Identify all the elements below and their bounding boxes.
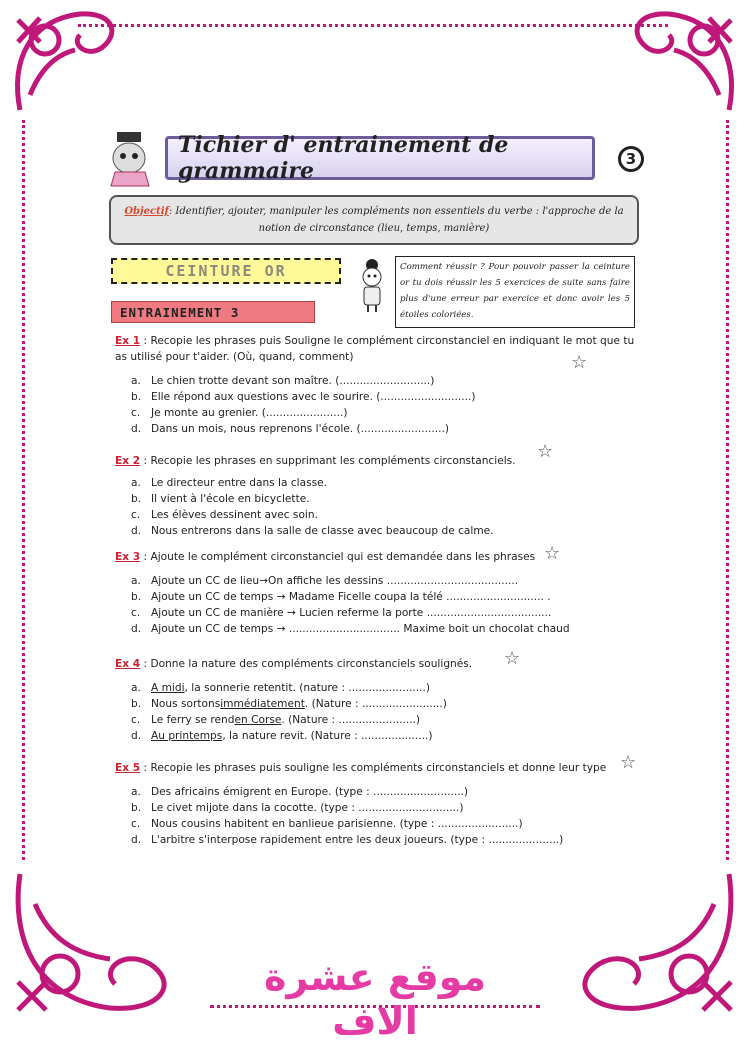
instructions-note: Comment réussir ? Pour pouvoir passer la ceinture or tu dois réussir les 5 exercices de suite sans faire plus d'une erreur par exercice et donc avoir les 5 étoiles coloriées. (395, 256, 635, 328)
frame-dotted-top (78, 24, 668, 27)
list-item: b. Le civet mijote dans la cocotte. (type : ..............................) (131, 802, 464, 814)
list-item: a. Ajoute un CC de lieu→On affiche les dessins ....................................... (131, 575, 519, 587)
exercise-instruction: Ex 1 : Recopie les phrases puis Souligne le complément circonstanciel en indiquant le mot que tu as utilisé pour t'aider. (Où, quand, comment) (115, 335, 635, 363)
page-title: Tichier d' entrainement de grammaire (165, 136, 595, 180)
list-item: c. Le ferry se rend en Corse . (Nature : .......................) (131, 714, 421, 726)
girl-mascot-icon (357, 257, 387, 313)
exercise-label: Ex 4 (115, 658, 141, 670)
list-item: d. L'arbitre s'interpose rapidement entre les deux joueurs. (type : .....................) (131, 834, 564, 846)
exercise-label: Ex 5 (115, 762, 141, 774)
exercise-instruction: Ex 5 : Recopie les phrases puis souligne les compléments circonstanciels et donne leur type (115, 762, 607, 774)
star-icon: ☆ (620, 752, 637, 773)
ornament-corner-top-right-icon (619, 0, 749, 130)
exercise-1 (115, 333, 635, 437)
sheet-number-badge: 3 (618, 146, 644, 172)
star-icon: ☆ (504, 648, 521, 669)
objective-text: : Identifier, ajouter, manipuler les compléments non essentiels du verbe : l'approche de la notion de circonstance (lieu, temps, manière) (168, 206, 624, 234)
star-icon: ☆ (537, 441, 554, 462)
list-item: a. Le directeur entre dans la classe. (131, 477, 328, 489)
exercise-4 (115, 656, 635, 744)
list-item: b. Nous sortons immédiatement . (Nature : ........................) (131, 698, 447, 710)
list-item: d. Ajoute un CC de temps → ................................. Maxime boit un chocolat chaud (131, 623, 570, 635)
objective-label: Objectif (124, 206, 169, 217)
belt-level-box: CEINTURE OR (111, 258, 341, 284)
worksheet (105, 130, 640, 850)
list-item: d. Au printemps , la nature revit. (Nature : ....................) (131, 730, 433, 742)
penguin-mascot-icon (105, 130, 155, 190)
list-item: a. A midi , la sonnerie retentit. (nature : .......................) (131, 682, 430, 694)
ornament-corner-bottom-left-icon (0, 860, 200, 1024)
exercise-instruction: Ex 2 : Recopie les phrases en supprimant les compléments circonstanciels. (115, 455, 516, 467)
list-item: c. Nous cousins habitent en banlieue parisienne. (type : ........................) (131, 818, 523, 830)
objective-box (109, 195, 639, 245)
list-item: d. Nous entrerons dans la salle de classe avec beaucoup de calme. (131, 525, 494, 537)
list-item: a. Des africains émigrent en Europe. (type : ...........................) (131, 786, 469, 798)
ornament-corner-top-left-icon (0, 0, 130, 130)
list-item: c. Ajoute un CC de manière → Lucien referme la porte ..................................... (131, 607, 552, 619)
star-icon: ☆ (544, 543, 561, 564)
star-icon: ☆ (571, 352, 588, 373)
list-item: b. Ajoute un CC de temps → Madame Ficelle coupa la télé ............................. . (131, 591, 551, 603)
exercise-label: Ex 1 (115, 335, 141, 347)
ornament-corner-bottom-right-icon (549, 860, 749, 1024)
site-watermark: موقع عشرة الاف (263, 955, 487, 1043)
exercise-label: Ex 3 (115, 551, 141, 563)
exercise-instruction: Ex 4 : Donne la nature des compléments circonstanciels soulignés. (115, 658, 473, 670)
list-item: c. Je monte au grenier. (.......................) (131, 407, 348, 419)
list-item: b. Elle répond aux questions avec le sourire. (...........................) (131, 391, 476, 403)
frame-dotted-right (726, 120, 729, 860)
exercise-2 (115, 453, 635, 539)
list-item: d. Dans un mois, nous reprenons l'école. (.........................) (131, 423, 449, 435)
list-item: c. Les élèves dessinent avec soin. (131, 509, 318, 521)
frame-dotted-left (22, 120, 25, 860)
training-banner: ENTRAINEMENT 3 (111, 301, 315, 323)
exercise-instruction: Ex 3 : Ajoute le complément circonstanciel qui est demandée dans les phrases (115, 551, 536, 563)
exercise-5 (115, 760, 635, 848)
list-item: b. Il vient à l'école en bicyclette. (131, 493, 310, 505)
exercise-label: Ex 2 (115, 455, 141, 467)
list-item: a. Le chien trotte devant son maître. (...........................) (131, 375, 435, 387)
